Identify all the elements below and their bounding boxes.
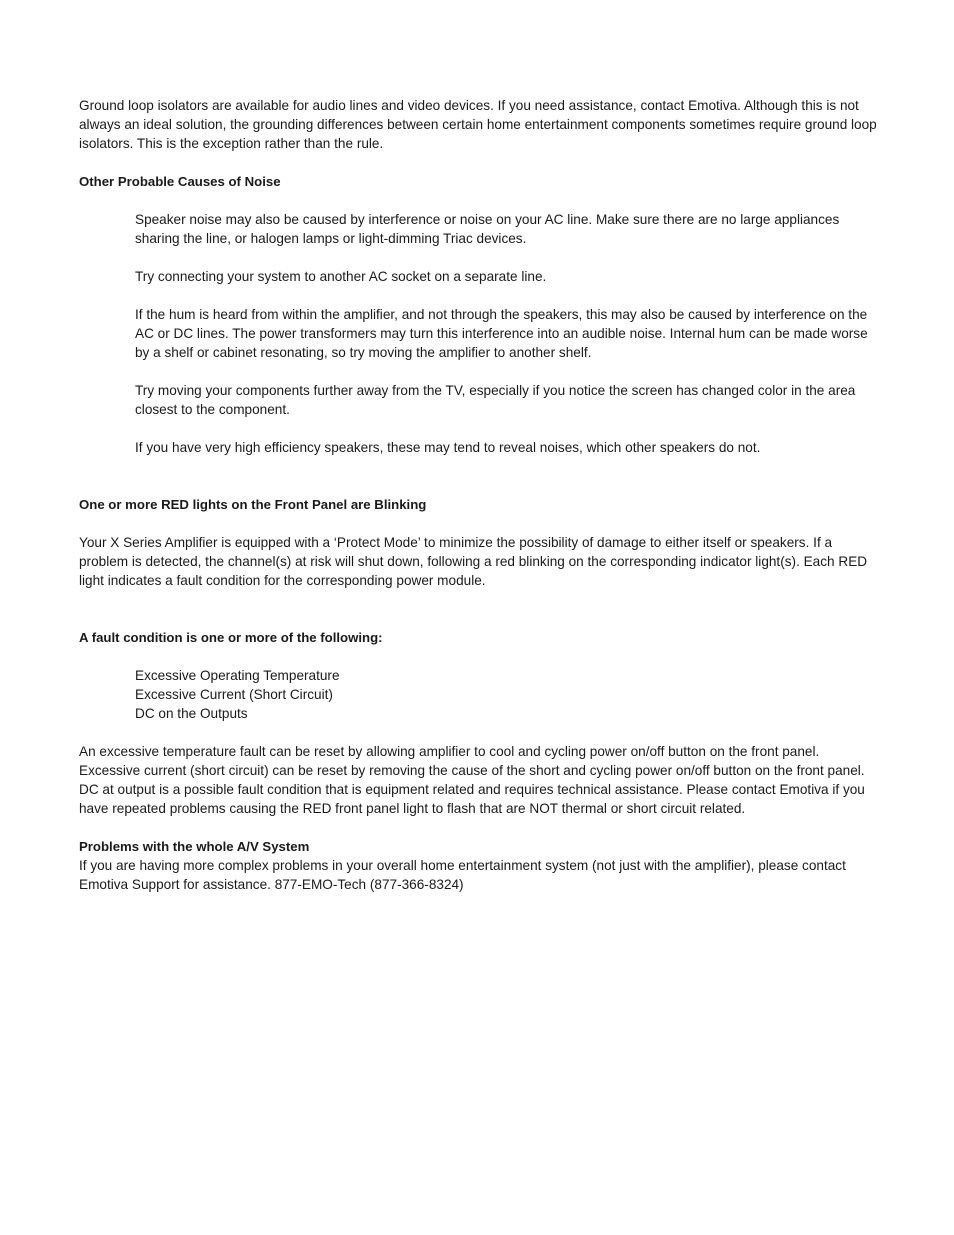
document-page (79, 96, 879, 894)
fault-paragraph: An excessive temperature fault can be reset by allowing amplifier to cool and cycling power on/off button on the front panel. Excessive current (short circuit) can be reset by removing the cause of the short and cycling power on/off button on the front panel. DC at output is a possible fault condition that is equipment related and requires technical assistance. Please contact Emotiva if you have repeated problems causing the RED front panel light to flash that are NOT thermal or short circuit related. (79, 744, 865, 816)
noise-paragraph-3: If the hum is heard from within the amplifier, and not through the speakers, this may also be caused by interference on the AC or DC lines. The power transformers may turn this interference into an audible noise. Internal hum can be made worse by a shelf or cabinet resonating, so try moving the amplifier to another shelf. (135, 307, 868, 360)
fault-item: DC on the Outputs (135, 706, 248, 721)
noise-heading: Other Probable Causes of Noise (79, 174, 281, 189)
noise-paragraph-4: Try moving your components further away from the TV, especially if you notice the screen has changed color in the area closest to the component. (135, 383, 856, 417)
av-paragraph: If you are having more complex problems in your overall home entertainment system (not just with the amplifier), please contact Emotiva Support for assistance. 877-EMO-Tech (877-366-8324) (79, 858, 846, 892)
intro-paragraph: Ground loop isolators are available for audio lines and video devices. If you need assistance, contact Emotiva. Although this is not always an ideal solution, the grounding differences between certain home entertainment components sometimes require ground loop isolators. This is the exception rather than the rule. (79, 98, 877, 151)
noise-paragraph-2: Try connecting your system to another AC socket on a separate line. (135, 269, 547, 284)
red-lights-heading: One or more RED lights on the Front Panel are Blinking (79, 497, 427, 512)
noise-paragraph-1: Speaker noise may also be caused by interference or noise on your AC line. Make sure there are no large appliances sharing the line, or halogen lamps or light-dimming Triac devices. (135, 212, 840, 246)
fault-item: Excessive Current (Short Circuit) (135, 687, 333, 702)
av-heading: Problems with the whole A/V System (79, 839, 310, 854)
noise-paragraph-5: If you have very high efficiency speakers, these may tend to reveal noises, which other speakers do not. (135, 440, 761, 455)
fault-list (135, 666, 875, 723)
noise-section (135, 210, 875, 457)
fault-heading: A fault condition is one or more of the following: (79, 630, 383, 645)
fault-item: Excessive Operating Temperature (135, 668, 340, 683)
red-lights-paragraph: Your X Series Amplifier is equipped with a ‘Protect Mode’ to minimize the possibility of damage to either itself or speakers. If a problem is detected, the channel(s) at risk will shut down, following a red blinking on the corresponding indicator light(s). Each RED light indicates a fault condition for the corresponding power module. (79, 535, 868, 588)
